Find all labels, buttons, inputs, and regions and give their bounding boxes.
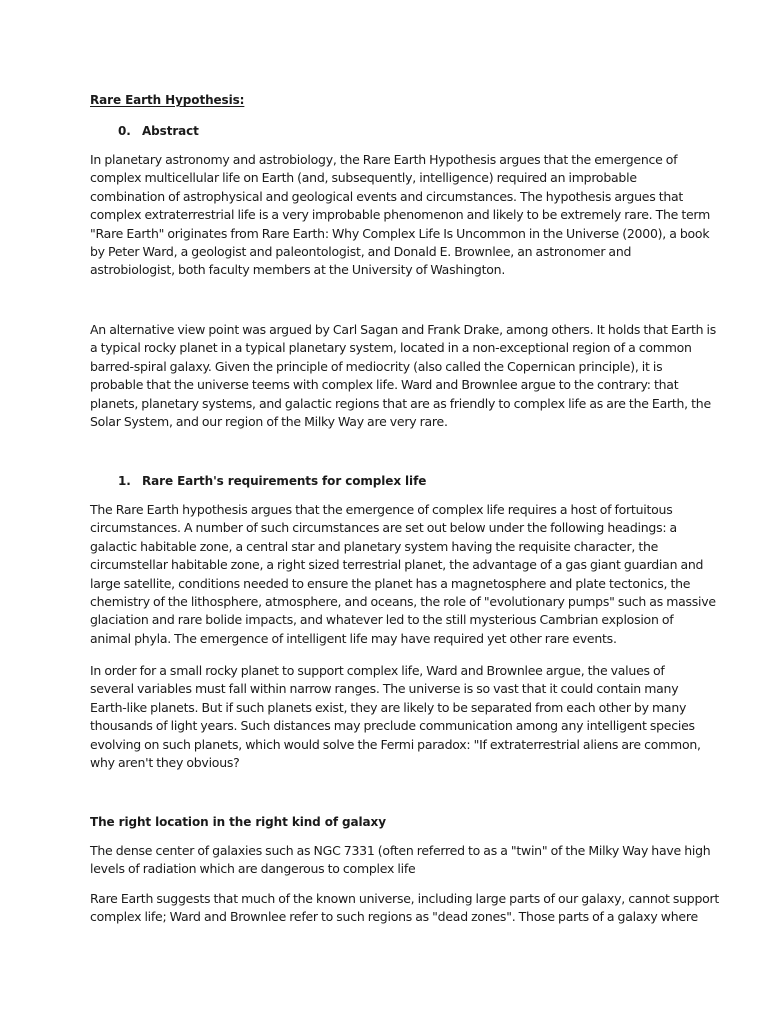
text-line: Earth-like planets. But if such planets exist, they are likely to be separated from each other by many xyxy=(90,699,687,715)
text-line: why aren't they obvious? xyxy=(90,755,240,771)
section-number: 0. xyxy=(118,124,131,138)
text-line: probable that the universe teems with complex life. Ward and Brownlee argue to the contrary: that xyxy=(90,377,679,393)
section-heading-requirements xyxy=(118,474,426,488)
text-line: An alternative view point was argued by Carl Sagan and Frank Drake, among others. It holds that Earth is xyxy=(90,322,716,337)
text-line: "Rare Earth" originates from Rare Earth: Why Complex Life Is Uncommon in the Universe (2000), a book xyxy=(90,225,710,241)
text-line: In planetary astronomy and astrobiology, the Rare Earth Hypothesis argues that the emergence of xyxy=(90,152,678,167)
text-line: circumstellar habitable zone, a right sized terrestrial planet, the advantage of a gas giant guardian and xyxy=(90,557,704,573)
text-line: several variables must fall within narrow ranges. The universe is so vast that it could contain many xyxy=(90,681,679,697)
section-number: 1. xyxy=(118,474,131,488)
abstract-paragraph-2 xyxy=(90,321,716,431)
galaxy-paragraph-1 xyxy=(90,842,711,879)
text-line: levels of radiation which are dangerous to complex life xyxy=(90,861,416,877)
text-line: combination of astrophysical and geological events and circumstances. The hypothesis argues that xyxy=(90,188,684,204)
text-line: evolving on such planets, which would solve the Fermi paradox: "If extraterrestrial aliens are common, xyxy=(90,736,701,752)
text-line: Solar System, and our region of the Milky Way are very rare. xyxy=(90,414,448,430)
text-line: complex multicellular life on Earth (and, subsequently, intelligence) required an improbable xyxy=(90,170,637,186)
text-line: complex extraterrestrial life is a very improbable phenomenon and likely to be extremely rare. The term xyxy=(90,207,711,223)
requirements-paragraph-1 xyxy=(90,501,716,648)
document-title: Rare Earth Hypothesis: xyxy=(90,93,245,107)
text-line: The dense center of galaxies such as NGC 7331 (often referred to as a "twin" of the Milky Way have high xyxy=(90,843,711,858)
section-heading-text: Rare Earth's requirements for complex life xyxy=(142,474,427,488)
text-line: a typical rocky planet in a typical planetary system, located in a non-exceptional region of a common xyxy=(90,340,692,356)
text-line: Rare Earth suggests that much of the known universe, including large parts of our galaxy, cannot support xyxy=(90,891,720,906)
text-line: glaciation and rare bolide impacts, and whatever led to the still mysterious Cambrian explosion of xyxy=(90,612,674,628)
text-line: by Peter Ward, a geologist and paleontologist, and Donald E. Brownlee, an astronomer and xyxy=(90,244,632,260)
text-line: large satellite, conditions needed to ensure the planet has a magnetosphere and plate tectonics, the xyxy=(90,575,691,591)
text-line: animal phyla. The emergence of intelligent life may have required yet other rare events. xyxy=(90,630,617,646)
section-heading-galaxy xyxy=(90,815,386,829)
text-line: complex life; Ward and Brownlee refer to such regions as "dead zones". Those parts of a galaxy where xyxy=(90,909,698,925)
galaxy-paragraph-2 xyxy=(90,890,720,927)
text-line: planets, planetary systems, and galactic regions that are as friendly to complex life as are the Earth, the xyxy=(90,395,711,411)
section-heading-abstract xyxy=(118,124,199,138)
abstract-paragraph-1 xyxy=(90,151,711,280)
text-line: chemistry of the lithosphere, atmosphere, and oceans, the role of "evolutionary pumps" such as massive xyxy=(90,594,716,610)
text-line: thousands of light years. Such distances may preclude communication among any intelligent species xyxy=(90,718,695,734)
text-line: barred-spiral galaxy. Given the principle of mediocrity (also called the Copernican principle), it is xyxy=(90,358,663,374)
text-line: In order for a small rocky planet to support complex life, Ward and Brownlee argue, the values of xyxy=(90,663,665,678)
requirements-paragraph-2 xyxy=(90,662,701,772)
text-line: astrobiologist, both faculty members at the University of Washington. xyxy=(90,262,506,278)
text-line: galactic habitable zone, a central star and planetary system having the requisite character, the xyxy=(90,538,659,554)
section-heading-text: The right location in the right kind of galaxy xyxy=(90,815,386,829)
text-line: The Rare Earth hypothesis argues that the emergence of complex life requires a host of fortuitous xyxy=(90,502,673,517)
text-line: circumstances. A number of such circumstances are set out below under the following headings: a xyxy=(90,520,677,536)
section-heading-text: Abstract xyxy=(142,124,199,138)
